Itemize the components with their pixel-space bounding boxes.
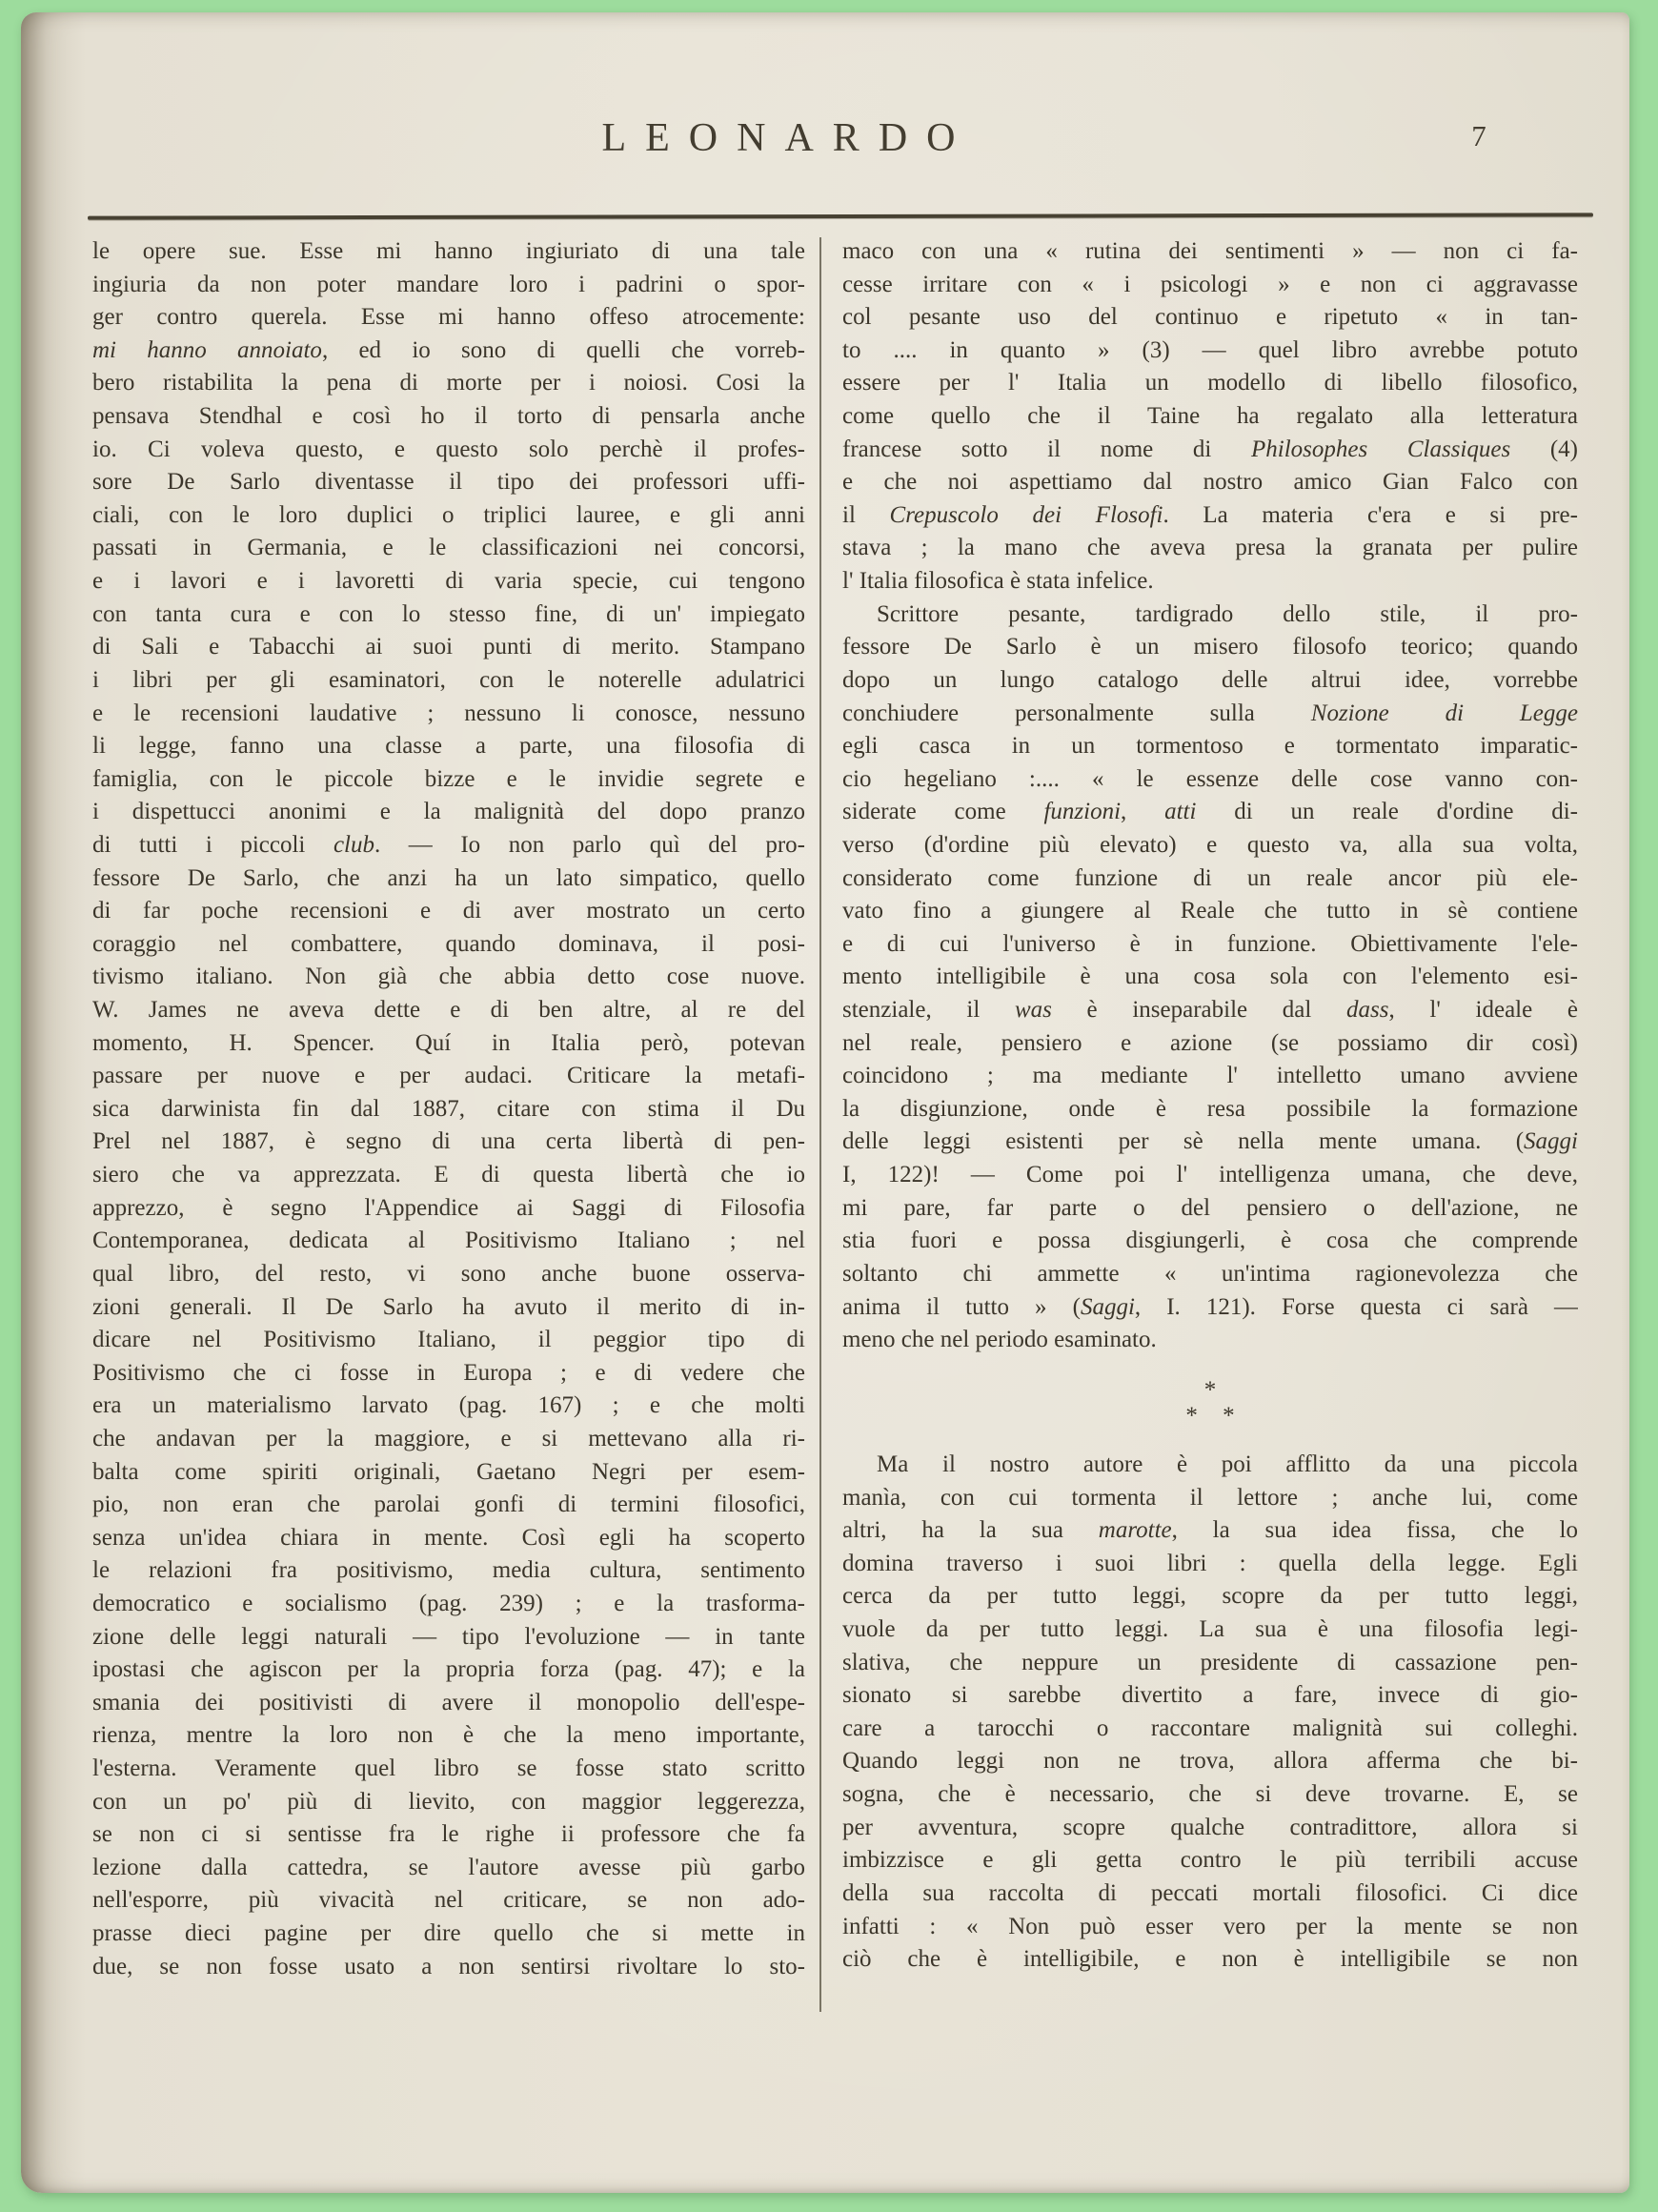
text-line: la disgiunzione, onde è resa possibile la formazione	[842, 1095, 1578, 1122]
text-line: ciò che è intelligibile, e non è intelligibile se non	[842, 1946, 1578, 1973]
text-line: l' Italia filosofica è stata infelice.	[842, 568, 1154, 595]
asterism-row-2: * *	[1185, 1403, 1244, 1429]
text-line: i dispettucci anonimi e la malignità del dopo pranzo	[92, 799, 805, 825]
asterism-separator	[842, 1357, 1578, 1449]
text-line: pio, non eran che parolai gonfi di termini filosofici,	[92, 1492, 805, 1518]
text-line: bero ristabilita la pena di morte per i noiosi. Cosi la	[92, 370, 805, 396]
text-line: sore De Sarlo diventasse il tipo dei professori uffi-	[92, 469, 805, 496]
text-line: e le recensioni laudative ; nessuno li conosce, nessuno	[92, 700, 805, 726]
text-line: rienza, mentre la loro non è che la meno importante,	[92, 1722, 805, 1749]
text-line: francese sotto il nome di Philosophes Classiques (4)	[842, 436, 1578, 462]
text-line: fessore De Sarlo, che anzi ha un lato simpatico, quello	[92, 864, 805, 891]
text-line: siderate come funzioni, atti di un reale d'ordine di-	[842, 799, 1578, 825]
text-line: vuole da per tutto leggi. La sua è una filosofia legi-	[842, 1616, 1578, 1643]
text-line: conchiudere personalmente sulla Nozione di Legge	[842, 700, 1578, 726]
text-line: passare per nuove e per audaci. Criticare la metafi-	[92, 1063, 805, 1089]
text-line: stia fuori e possa disgiungerli, è cosa che comprende	[842, 1228, 1578, 1254]
text-line: soltanto chi ammette « un'intima ragionevolezza che	[842, 1260, 1578, 1287]
text-line: anima il tutto » (Saggi, I. 121). Forse questa ci sarà —	[842, 1293, 1578, 1320]
text-line: cesse irritare con « i psicologi » e non ci aggravasse	[842, 271, 1578, 297]
text-line: e di cui l'universo è in funzione. Obiettivamente l'ele-	[842, 930, 1578, 957]
text-line: mento intelligibile è una cosa sola con l'elemento esi-	[842, 964, 1578, 990]
text-line: verso (d'ordine più elevato) e questo va, alla sua volta,	[842, 831, 1578, 858]
text-line: nel reale, pensiero e azione (se possiamo dir così)	[842, 1029, 1578, 1056]
text-line: ger contro querela. Esse mi hanno offeso atrocemente:	[92, 304, 805, 331]
text-line: se non ci si sentisse fra le righe ii professore che fa	[92, 1821, 805, 1848]
text-line: famiglia, con le piccole bizze e le invidie segrete e	[92, 765, 805, 792]
text-line: care a tarocchi o raccontare malignità sui colleghi.	[842, 1715, 1578, 1741]
text-line: coraggio nel combattere, quando dominava, il posi-	[92, 930, 805, 957]
text-line: dicare nel Positivismo Italiano, il peggior tipo di	[92, 1327, 805, 1353]
text-line: ipostasi che agiscon per la propria forza (pag. 47); e la	[92, 1656, 805, 1683]
text-line: mi hanno annoiato, ed io sono di quelli che vorreb-	[92, 336, 805, 363]
text-line: il Crepuscolo dei Flosofi. La materia c'era e si pre-	[842, 501, 1578, 528]
text-line: maco con una « rutina dei sentimenti » — non ci fa-	[842, 238, 1578, 264]
text-line: meno che nel periodo esaminato.	[842, 1327, 1157, 1353]
right-column-upper	[842, 235, 1578, 1357]
text-line: prasse dieci pagine per dire quello che si mette in	[92, 1920, 805, 1947]
text-line: col pesante uso del continuo e ripetuto « in tan-	[842, 304, 1578, 331]
text-line: cerca da per tutto leggi, scopre da per tutto leggi,	[842, 1583, 1578, 1610]
page-number: 7	[1471, 119, 1486, 152]
text-line: smania dei positivisti di avere il monopolio dell'espe-	[92, 1689, 805, 1715]
text-line: apprezzo, è segno l'Appendice ai Saggi di Filosofia	[92, 1194, 805, 1221]
text-line: to .... in quanto » (3) — quel libro avrebbe potuto	[842, 336, 1578, 363]
header-rule	[88, 213, 1593, 219]
text-line: lezione dalla cattedra, se l'autore avesse più garbo	[92, 1854, 805, 1880]
text-line: vato fino a giungere al Reale che tutto in sè contiene	[842, 898, 1578, 924]
text-line: Scrittore pesante, tardigrado dello stile, il pro-	[877, 600, 1578, 627]
text-line: essere per l' Italia un modello di libello filosofico,	[842, 370, 1578, 396]
asterism-row-1: *	[1203, 1377, 1217, 1403]
text-line: e che noi aspettiamo dal nostro amico Gian Falco con	[842, 469, 1578, 496]
text-line: ciali, con le loro duplici o triplici lauree, e gli anni	[92, 501, 805, 528]
text-line: di Sali e Tabacchi ai suoi punti di merito. Stampano	[92, 634, 805, 660]
text-line: W. James ne aveva dette e di ben altre, al re del	[92, 997, 805, 1024]
text-line: domina traverso i suoi libri : quella della legge. Egli	[842, 1550, 1578, 1576]
text-line: coincidono ; ma mediante l' intelletto umano avviene	[842, 1063, 1578, 1089]
text-line: di far poche recensioni e di aver mostrato un certo	[92, 898, 805, 924]
text-line: ingiuria da non poter mandare loro i padrini o spor-	[92, 271, 805, 297]
text-line: come quello che il Taine ha regalato alla letteratura	[842, 403, 1578, 430]
text-line: nell'esporre, più vivacità nel criticare, se non ado-	[92, 1887, 805, 1914]
text-line: egli casca in un tormentoso e tormentato imparatic-	[842, 733, 1578, 760]
text-line: senza un'idea chiara in mente. Così egli ha scoperto	[92, 1524, 805, 1551]
text-line: tivismo italiano. Non già che abbia detto cose nuove.	[92, 964, 805, 990]
text-line: le relazioni fra positivismo, media cultura, sentimento	[92, 1557, 805, 1584]
text-line: imbizzisce e gli getta contro le più terribili accuse	[842, 1847, 1578, 1874]
text-line: stava ; la mano che aveva presa la granata per pulire	[842, 535, 1578, 561]
text-line: Ma il nostro autore è poi afflitto da una piccola	[877, 1451, 1578, 1477]
text-line: slativa, che neppure un presidente di cassazione pen-	[842, 1649, 1578, 1675]
text-line: di tutti i piccoli club. — Io non parlo quì del pro-	[92, 831, 805, 858]
text-line: considerato come funzione di un reale ancor più ele-	[842, 864, 1578, 891]
text-line: li legge, fanno una classe a parte, una filosofia di	[92, 733, 805, 760]
text-line: manìa, con cui tormenta il lettore ; anche lui, come	[842, 1484, 1578, 1511]
text-line: l'esterna. Veramente quel libro se fosse stato scritto	[92, 1755, 805, 1782]
text-line: stenziale, il was è inseparabile dal dass, l' ideale è	[842, 997, 1578, 1024]
text-line: Positivismo che ci fosse in Europa ; e di vedere che	[92, 1359, 805, 1386]
text-line: I, 122)! — Come poi l' intelligenza umana, che deve,	[842, 1162, 1578, 1188]
column-divider	[819, 237, 821, 2012]
text-line: dopo un lungo catalogo delle altrui idee, vorrebbe	[842, 666, 1578, 693]
right-column-lower	[842, 1449, 1578, 1977]
text-line: zione delle leggi naturali — tipo l'evoluzione — in tante	[92, 1623, 805, 1650]
text-line: io. Ci voleva questo, e questo solo perchè il profes-	[92, 436, 805, 462]
text-line: zioni generali. Il De Sarlo ha avuto il merito di in-	[92, 1293, 805, 1320]
text-line: era un materialismo larvato (pag. 167) ; e che molti	[92, 1392, 805, 1419]
text-line: Prel nel 1887, è segno di una certa libertà di pen-	[92, 1128, 805, 1155]
journal-page	[21, 12, 1629, 2193]
masthead-title: LEONARDO	[601, 116, 975, 160]
text-line: momento, H. Spencer. Quí in Italia però, potevan	[92, 1029, 805, 1056]
text-line: altri, ha la sua marotte, la sua idea fissa, che lo	[842, 1517, 1578, 1544]
text-line: e i lavori e i lavoretti di varia specie, cui tengono	[92, 568, 805, 595]
left-column	[92, 235, 805, 1983]
text-line: con un po' più di lievito, con maggior leggerezza,	[92, 1788, 805, 1815]
text-line: Contemporanea, dedicata al Positivismo Italiano ; nel	[92, 1228, 805, 1254]
text-line: con tanta cura e con lo stesso fine, di un' impiegato	[92, 600, 805, 627]
text-line: delle leggi esistenti per sè nella mente umana. (Saggi	[842, 1128, 1578, 1155]
text-line: balta come spiriti originali, Gaetano Negri per esem-	[92, 1458, 805, 1485]
text-line: pensava Stendhal e così ho il torto di pensarla anche	[92, 403, 805, 430]
text-line: fessore De Sarlo è un misero filosofo teorico; quando	[842, 634, 1578, 660]
text-line: qual libro, del resto, vi sono anche buone osserva-	[92, 1260, 805, 1287]
text-line: i libri per gli esaminatori, con le noterelle adulatrici	[92, 666, 805, 693]
text-line: che andavan per la maggiore, e si mettevano alla ri-	[92, 1425, 805, 1451]
text-line: sionato si sarebbe divertito a fare, invece di gio-	[842, 1682, 1578, 1709]
text-line: democratico e socialismo (pag. 239) ; e la trasforma-	[92, 1590, 805, 1616]
text-line: cio hegeliano :.... « le essenze delle cose vanno con-	[842, 765, 1578, 792]
text-line: infatti : « Non può esser vero per la mente se non	[842, 1913, 1578, 1939]
text-line: le opere sue. Esse mi hanno ingiuriato di una tale	[92, 238, 805, 264]
text-line: siero che va apprezzata. E di questa libertà che io	[92, 1162, 805, 1188]
text-line: sogna, che è necessario, che si deve trovarne. E, se	[842, 1781, 1578, 1808]
text-line: sica darwinista fin dal 1887, citare con stima il Du	[92, 1095, 805, 1122]
text-line: della sua raccolta di peccati mortali filosofici. Ci dice	[842, 1879, 1578, 1906]
text-line: Quando leggi non ne trova, allora afferma che bi-	[842, 1748, 1578, 1775]
text-line: passati in Germania, e le classificazioni nei concorsi,	[92, 535, 805, 561]
text-line: due, se non fosse usato a non sentirsi rivoltare lo sto-	[92, 1953, 805, 1979]
text-line: mi pare, far parte o del pensiero o dell'azione, ne	[842, 1194, 1578, 1221]
text-line: per avventura, scopre qualche contradittore, allora si	[842, 1814, 1578, 1840]
